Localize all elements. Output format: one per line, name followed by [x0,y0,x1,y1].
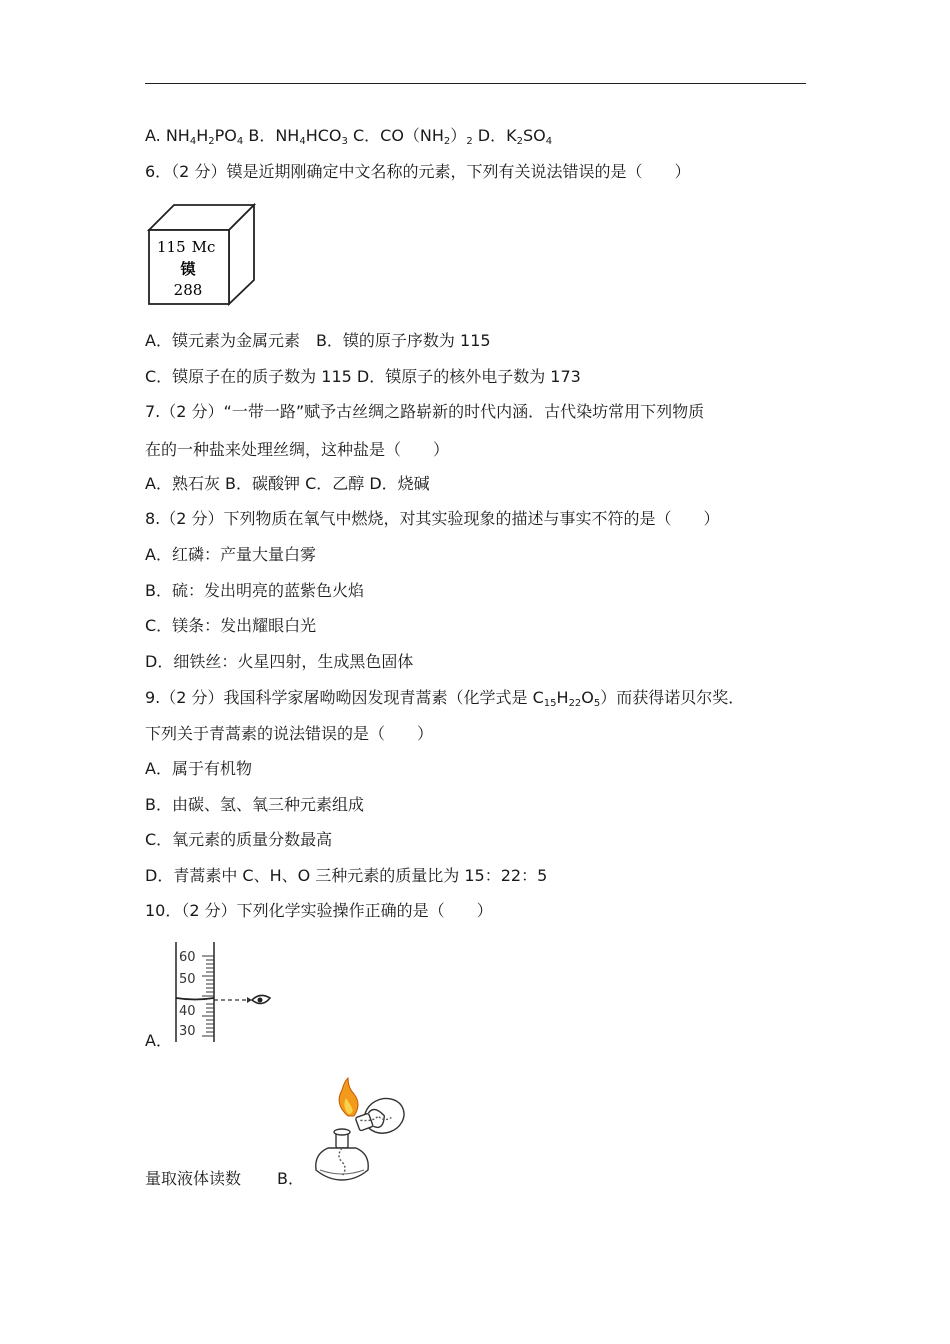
q8-stem: 8.（2 分）下列物质在氧气中燃烧，对其实验现象的描述与事实不符的是（ ） [145,509,720,528]
element-mass: 288 [173,281,203,299]
q9-option-d: D．青蒿素中 C、H、O 三种元素的质量比为 15：22：5 [145,866,548,885]
q7-options: A．熟石灰 B．碳酸钾 C．乙醇 D．烧碱 [145,474,430,493]
tick-label-40: 40 [179,1004,196,1019]
q10-option-b-label: B． [277,1169,304,1188]
q9-option-b: B．由碳、氢、氧三种元素组成 [145,795,364,814]
header-rule [145,83,806,84]
q7-stem-line-1: 7.（2 分）“一带一路”赋予古丝绸之路崭新的时代内涵．古代染坊常用下列物质 [145,402,705,421]
q8-option-a: A．红磷：产量大量白雾 [145,545,316,564]
tick-label-60: 60 [179,950,196,965]
q6-options-line-1: A．镆元素为金属元素 B．镆的原子序数为 115 [145,331,491,350]
graduated-cylinder-figure [172,942,277,1044]
q5-options-line: A. $NH_4H_2PO_4$ B．$NH_4HCO_3$ C．$CO(NH_2)_2$ D．$K_2SO_4$ [145,126,553,147]
q10-option-a-label: A． [145,1031,172,1050]
q6-options-line-2: C．镆原子在的质子数为 115 D．镆原子的核外电子数为 173 [145,367,581,386]
q9-option-c: C．氧元素的质量分数最高 [145,830,333,849]
q9-option-a: A．属于有机物 [145,759,252,778]
element-name: 镆 [180,260,196,278]
q10-stem: 10．（2 分）下列化学实验操作正确的是（ ） [145,901,493,920]
q7-stem-line-2: 在的一种盐来处理丝绸，这种盐是（ ） [145,440,450,459]
q8-option-b: B．硫：发出明亮的蓝紫色火焰 [145,581,364,600]
element-card-figure [147,203,257,308]
element-number-symbol: 115 Mc [157,238,216,256]
tick-label-30: 30 [179,1024,196,1039]
q8-option-d: D．细铁丝：火星四射，生成黑色固体 [145,652,414,671]
q8-option-c: C．镁条：发出耀眼白光 [145,616,317,635]
q9-stem-line-2: 下列关于青蒿素的说法错误的是（ ） [145,724,434,743]
q9-stem-line-1: 9.（2 分）我国科学家屠呦呦因发现青蒿素（化学式是 $C_{15}H_{22}O_5$）而获得诺贝尔奖． [145,688,745,709]
eye-icon [252,995,270,1003]
alcohol-lamps-figure [312,1074,408,1184]
q10-option-a-caption: 量取液体读数 [145,1169,242,1188]
tick-label-50: 50 [179,972,196,987]
q6-stem: 6．（2 分）镆是近期刚确定中文名称的元素，下列有关说法错误的是（ ） [145,162,691,181]
